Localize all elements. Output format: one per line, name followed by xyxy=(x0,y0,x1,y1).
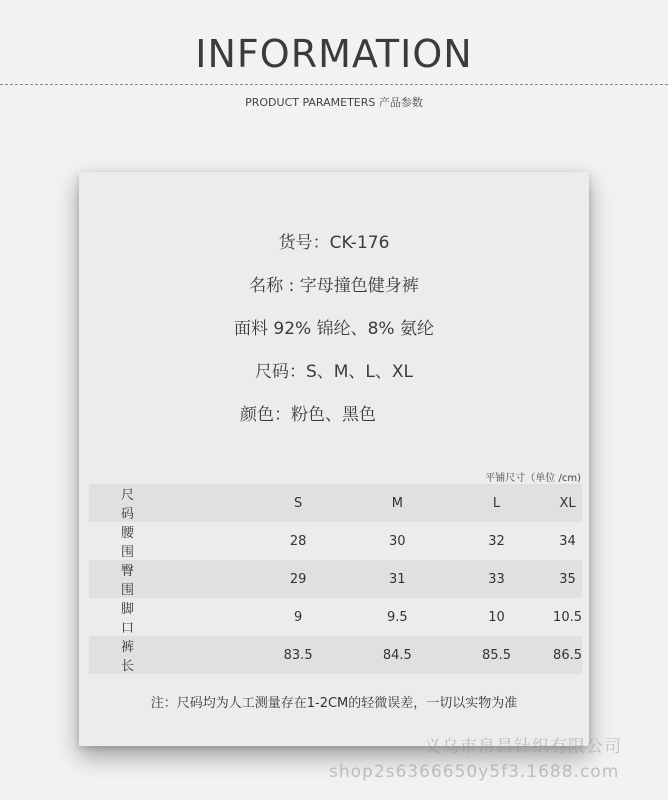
size-list: 尺码：S、M、L、XL xyxy=(254,362,414,382)
table-cell: 31 xyxy=(355,560,440,598)
table-cell: 臀围 xyxy=(89,560,177,598)
table-cell: 腰围 xyxy=(121,526,153,560)
color-list: 颜色：粉色、黑色 xyxy=(240,405,376,425)
fabric: 面料 92% 锦纶、8% 氨纶 xyxy=(234,319,434,339)
table-header-cell: XL xyxy=(553,484,582,522)
watermark-url: shop2s6366650y5f3.1688.com xyxy=(329,762,620,782)
table-cell: 28 xyxy=(289,533,307,549)
table-cell: 86.5 xyxy=(553,636,582,674)
unit-note: 平铺尺寸（单位 /cm) xyxy=(485,473,581,484)
table-cell: 33 xyxy=(440,560,553,598)
table-cell: 83.5 xyxy=(242,636,355,674)
table-header-cell: L xyxy=(440,484,553,522)
table-cell: 9.5 xyxy=(386,609,408,625)
size-table xyxy=(89,484,582,674)
page-subtitle: PRODUCT PARAMETERS 产品参数 xyxy=(245,96,423,109)
footnote: 注：尺码均为人工测量存在1-2CM的轻微误差，一切以实物为准 xyxy=(150,696,518,711)
table-header-cell: 尺码 xyxy=(89,484,177,522)
table-row xyxy=(89,636,582,674)
dashed-divider xyxy=(0,84,668,85)
table-cell: 32 xyxy=(488,533,505,549)
table-cell: 29 xyxy=(242,560,355,598)
table-cell: 35 xyxy=(553,560,582,598)
table-header-cell: S xyxy=(242,484,355,522)
table-header-cell: M xyxy=(355,484,440,522)
table-header-row xyxy=(89,484,582,522)
table-cell: 裤长 xyxy=(89,636,177,674)
table-cell: 10 xyxy=(488,609,505,625)
info-card xyxy=(79,172,589,746)
table-row xyxy=(89,522,582,560)
table-cell: 脚口 xyxy=(121,602,153,636)
watermark-company: 义乌市帛昌针织有限公司 xyxy=(424,737,622,757)
table-cell: 85.5 xyxy=(440,636,553,674)
table-cell: 34 xyxy=(559,533,576,549)
table-row xyxy=(89,560,582,598)
table-cell: 9 xyxy=(293,609,303,625)
table-cell: 84.5 xyxy=(355,636,440,674)
table-cell: 30 xyxy=(389,533,406,549)
table-row xyxy=(89,598,582,636)
table-cell: 10.5 xyxy=(553,609,582,625)
page-title: INFORMATION xyxy=(195,32,473,76)
item-number: 货号：CK-176 xyxy=(278,233,390,253)
product-name: 名称 : 字母撞色健身裤 xyxy=(249,276,419,296)
